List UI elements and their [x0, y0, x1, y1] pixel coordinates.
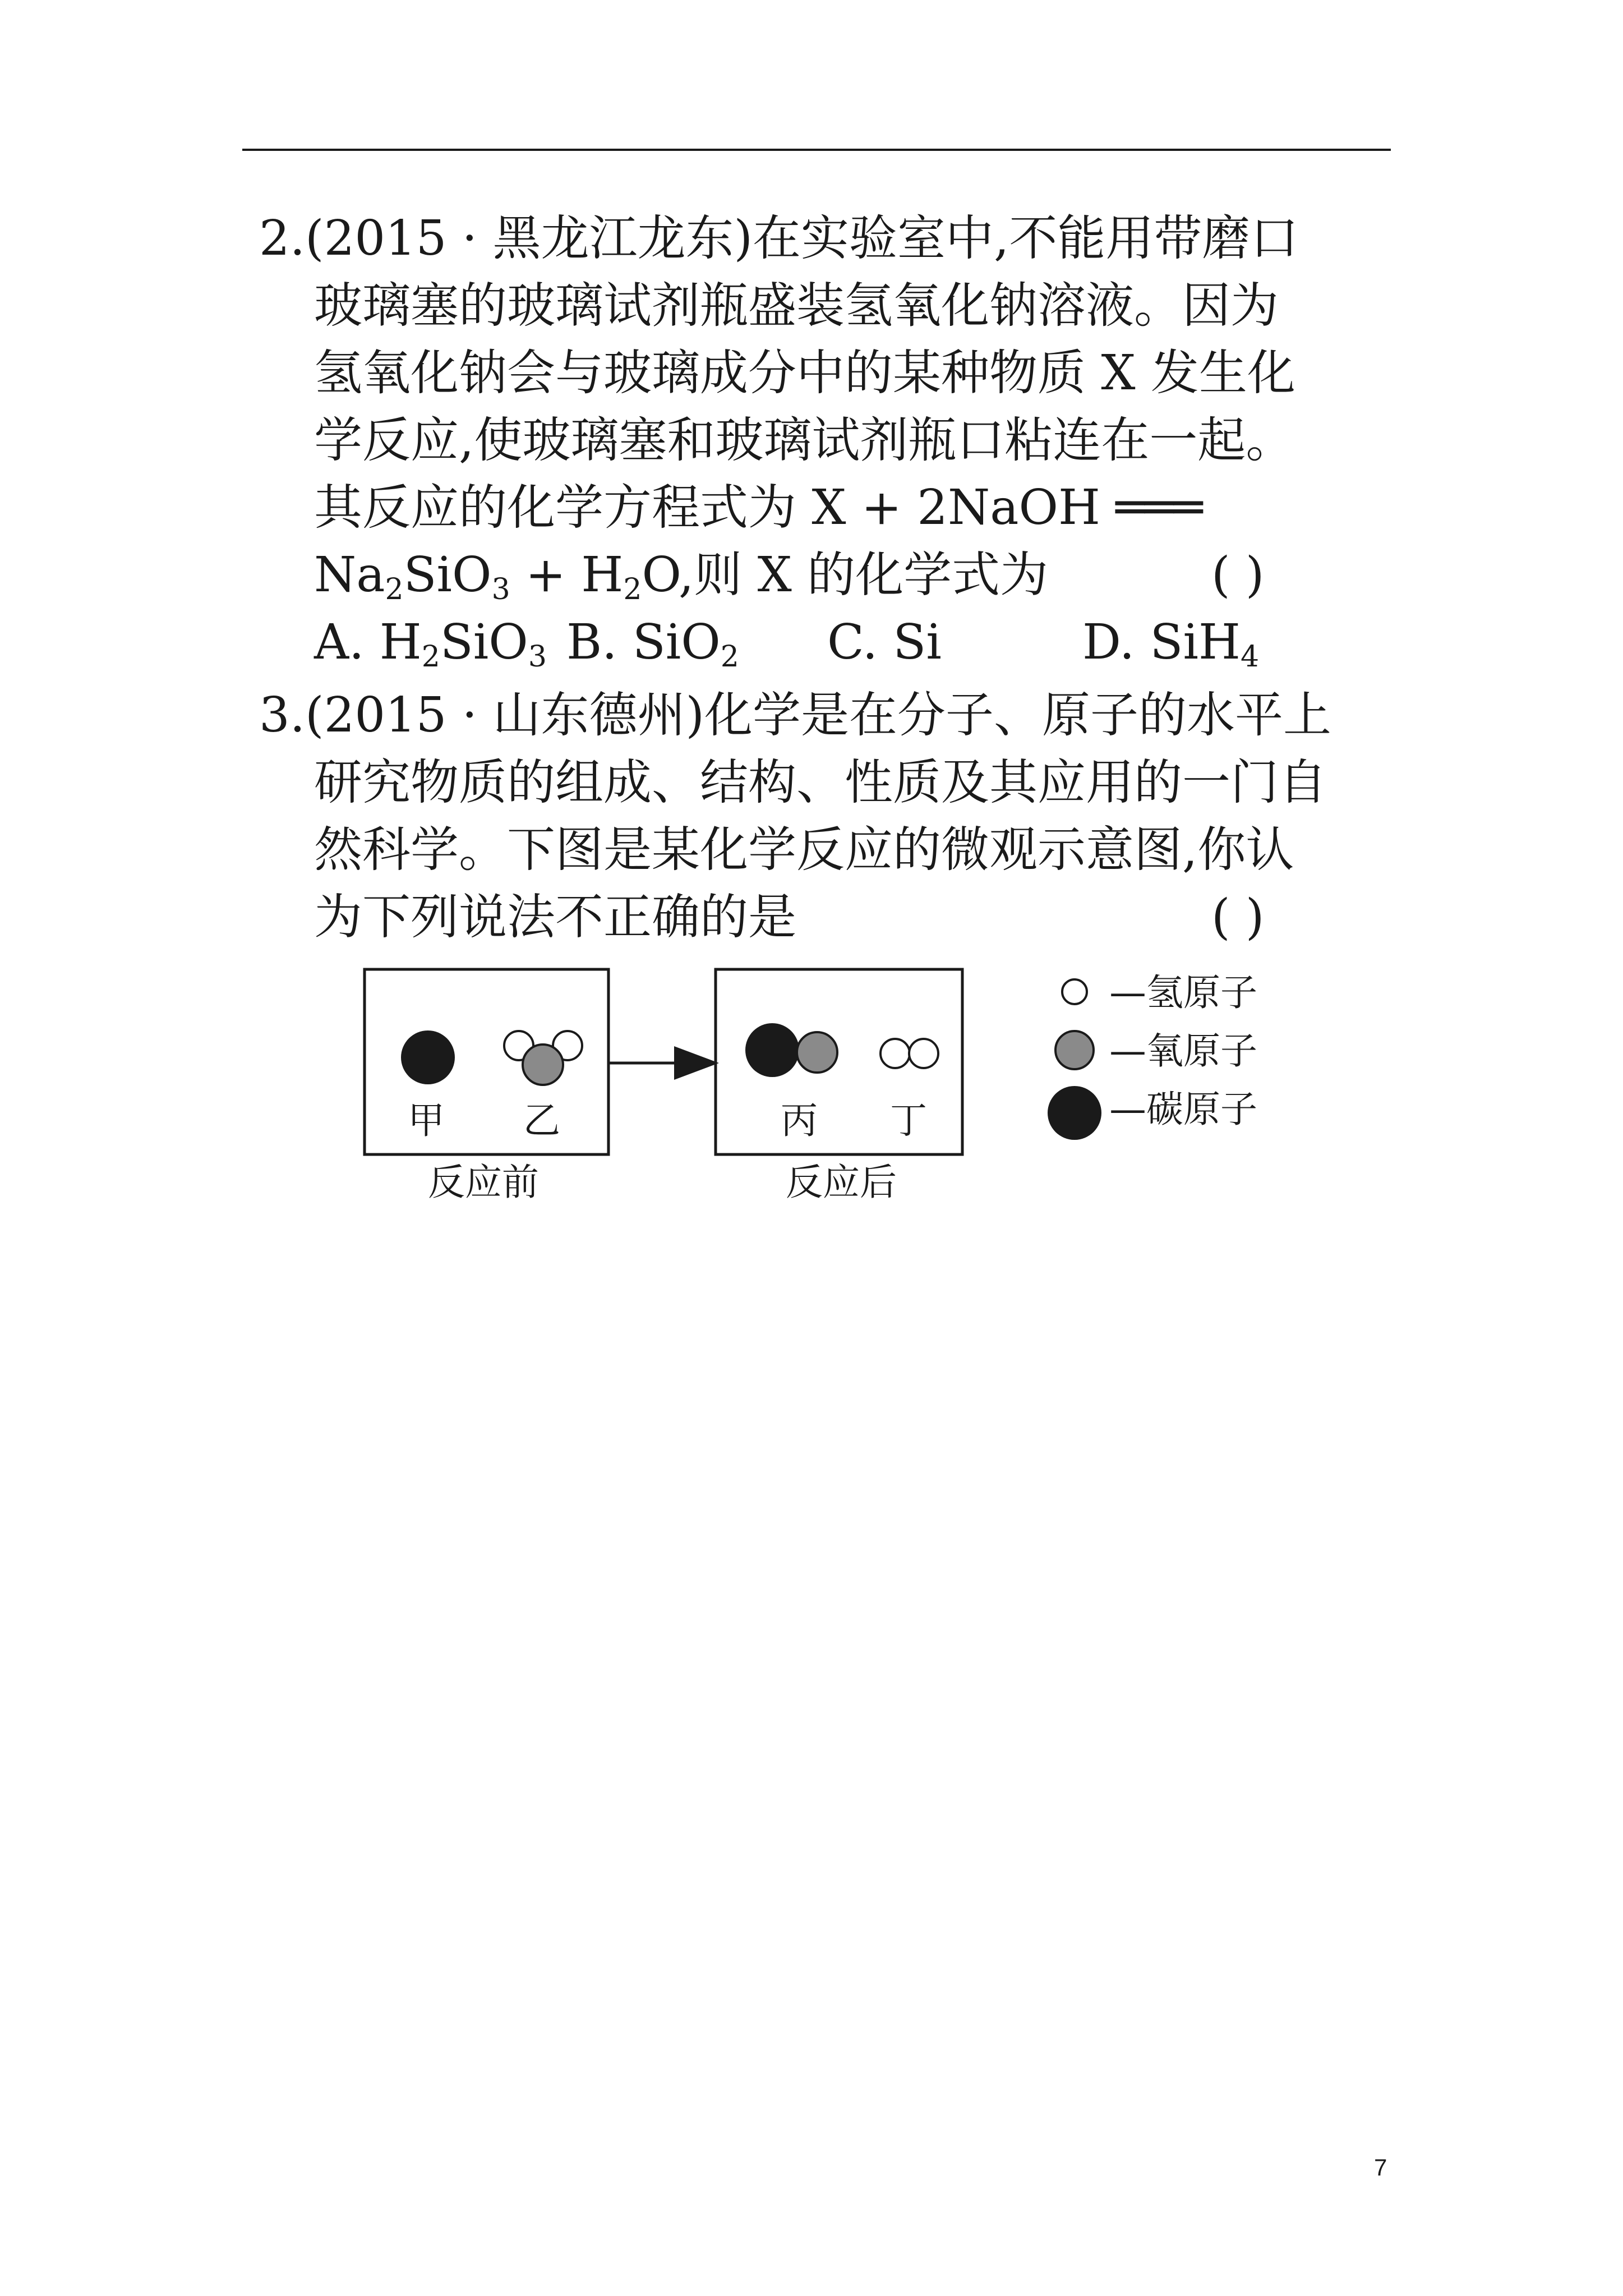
hydrogen-atom-icon [909, 1039, 938, 1068]
q2-line-5: 其反应的化学方程式为 X + 2NaOH ═══ [314, 480, 1203, 536]
q2-line-1: 2.(2015 · 黑龙江龙东)在实验室中,不能用带磨口 [259, 210, 1299, 266]
carbon-atom-icon [401, 1030, 455, 1084]
legend-hydrogen-label: —氢原子 [1109, 971, 1257, 1014]
label-yi: 乙 [523, 1099, 560, 1142]
caption-before: 反应前 [428, 1161, 539, 1204]
caption-after: 反应后 [786, 1161, 897, 1204]
q2-answer-paren: ( ) [1211, 547, 1265, 603]
q3-line-1: 3.(2015 · 山东德州)化学是在分子、原子的水平上 [259, 687, 1332, 743]
q3-line-2: 研究物质的组成、结构、性质及其应用的一门自 [314, 754, 1327, 811]
q2-option-c[interactable]: C. Si [827, 614, 942, 670]
q2-option-b[interactable]: B. SiO$_2$ [566, 614, 739, 674]
label-bing: 丙 [781, 1099, 818, 1142]
q3-answer-paren: ( ) [1211, 889, 1265, 945]
legend-hydrogen-icon [1062, 979, 1087, 1004]
q2-line-3: 氢氧化钠会与玻璃成分中的某种物质 X 发生化 [314, 345, 1295, 401]
legend-oxygen-icon [1055, 1031, 1094, 1069]
label-ding: 丁 [890, 1099, 927, 1142]
q2-option-d[interactable]: D. SiH$_4$ [1082, 614, 1260, 674]
q2-equation-line: $Na_2SiO_3 + H_2O$,则 X 的化学式为 [314, 547, 1049, 606]
q3-line-4: 为下列说法不正确的是 [314, 889, 796, 945]
legend-carbon-icon [1048, 1086, 1101, 1140]
q2-line-4: 学反应,使玻璃塞和玻璃试剂瓶口粘连在一起。 [314, 412, 1294, 468]
header-rule [242, 149, 1391, 151]
label-jia: 甲 [408, 1099, 445, 1142]
legend-carbon-label: —碳原子 [1109, 1088, 1257, 1131]
legend-oxygen-label: —氧原子 [1109, 1029, 1257, 1073]
hydrogen-atom-icon [880, 1039, 910, 1068]
oxygen-atom-icon [523, 1045, 563, 1085]
reaction-diagram [336, 954, 1290, 1234]
q2-option-a[interactable]: A. $H_2SiO_3$ [314, 614, 547, 674]
carbon-atom-icon [745, 1023, 799, 1077]
before-box [365, 969, 608, 1154]
page-number: 7 [1374, 2154, 1387, 2180]
oxygen-atom-icon [797, 1032, 837, 1073]
q2-line-2: 玻璃塞的玻璃试剂瓶盛装氢氧化钠溶液。因为 [314, 278, 1279, 334]
q3-line-3: 然科学。下图是某化学反应的微观示意图,你认 [314, 822, 1294, 878]
